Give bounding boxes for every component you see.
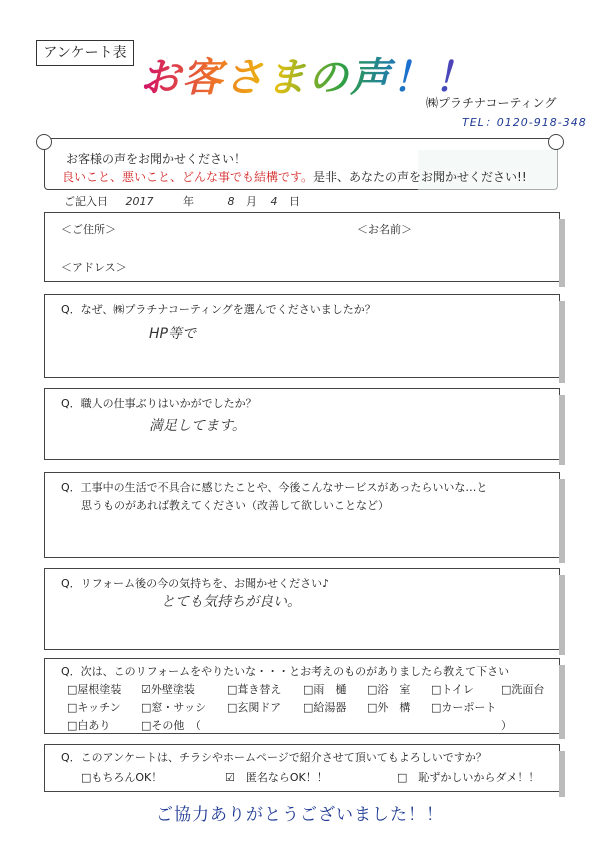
option-other-close: ） [501,719,512,732]
option-publish-anonymous[interactable]: ☑ 匿名ならOK！！ [225,771,328,784]
question-publish-section [44,744,560,792]
question-improvement-line-1: Q．工事中の生活で不具合に感じたことや、今後こんなサービスがあったらいいな…と [61,481,488,494]
question-improvement-line-2: 思うものがあれば教えてください（改善して欲しいことなど） [81,499,389,512]
option-exterior[interactable]: □外 構 [367,701,411,714]
intro-emphasis: 良いこと、悪いこと、どんな事でも結構です。 [62,170,314,184]
question-feeling-section [44,568,560,650]
answer-feeling[interactable]: とても気持ちが良い。 [161,594,301,610]
date-month[interactable]: 8 [227,195,235,208]
date-row [64,193,300,209]
address2-label: ＜アドレス＞ [61,261,127,274]
option-reroofing[interactable]: □葺き替え [227,683,282,696]
name-label: ＜お名前＞ [357,223,412,236]
option-publish-no[interactable]: □ 恥ずかしいからダメ！！ [397,771,540,784]
page-title: お客さまの声！！ [140,46,476,103]
option-gutter[interactable]: □雨 樋 [303,683,347,696]
intro-request: 是非、あなたの声をお聞かせください!! [313,170,527,184]
question-publish: Q．このアンケートは、チラシやホームページで紹介させて頂いてもよろしいですか？ [61,751,487,764]
option-toilet[interactable]: □トイレ [431,683,474,696]
option-entrance-door[interactable]: □玄関ドア [227,701,282,714]
intro-line-2 [62,168,527,185]
year-unit: 年 [183,195,194,208]
question-feeling: Q．リフォーム後の今の気持ちを、お聞かせください♪ [61,577,330,590]
option-window-sash[interactable]: □窓・サッシ [141,701,207,714]
option-other[interactable]: □その他 （ [141,719,201,732]
question-improvement-section [44,472,560,558]
company-name: ㈱プラチナコーティング [426,96,557,110]
day-unit: 日 [289,195,300,208]
form-tag: アンケート表 [36,40,134,66]
option-carport[interactable]: □カーポート [431,701,497,714]
option-washbasin[interactable]: □洗面台 [501,683,545,696]
scroll-curl-right-icon [548,134,564,150]
question-workmanship: Q．職人の仕事ぶりはいかがでしたか？ [61,397,257,410]
option-roof-paint[interactable]: □屋根塗装 [67,683,122,696]
date-day[interactable]: 4 [270,195,278,208]
scroll-curl-left-icon [36,134,52,150]
option-bathroom[interactable]: □浴 室 [367,683,411,696]
date-year[interactable]: 2017 [125,195,154,208]
option-water-heater[interactable]: □給湯器 [303,701,347,714]
option-publish-ok[interactable]: □もちろんOK！ [81,771,163,784]
address-label: ＜ご住所＞ [61,223,116,236]
intro-line-1: お客様の声をお聞かせください！ [66,152,247,166]
thanks-message: ご協力ありがとうございました！！ [156,805,444,825]
phone-number: TEL：0120-918-348 [462,116,587,129]
month-unit: 月 [246,195,257,208]
option-termite[interactable]: □白あり [67,719,111,732]
answer-reason[interactable]: HP等で [149,326,196,342]
question-reason-section [44,294,560,378]
question-workmanship-section [44,388,560,460]
question-reason: Q．なぜ、㈱プラチナコーティングを選んでくださいましたか？ [61,303,376,316]
option-kitchen[interactable]: □キッチン [67,701,121,714]
question-next-reform: Q．次は、このリフォームをやりたいな・・・とお考えのものがありましたら教えて下さい [61,665,510,678]
date-label: ご記入日 [64,195,108,208]
address-section [44,212,560,282]
answer-workmanship[interactable]: 満足してます。 [149,418,246,434]
option-exterior-paint[interactable]: ☑外壁塗装 [141,683,195,696]
question-next-reform-section [44,658,560,734]
